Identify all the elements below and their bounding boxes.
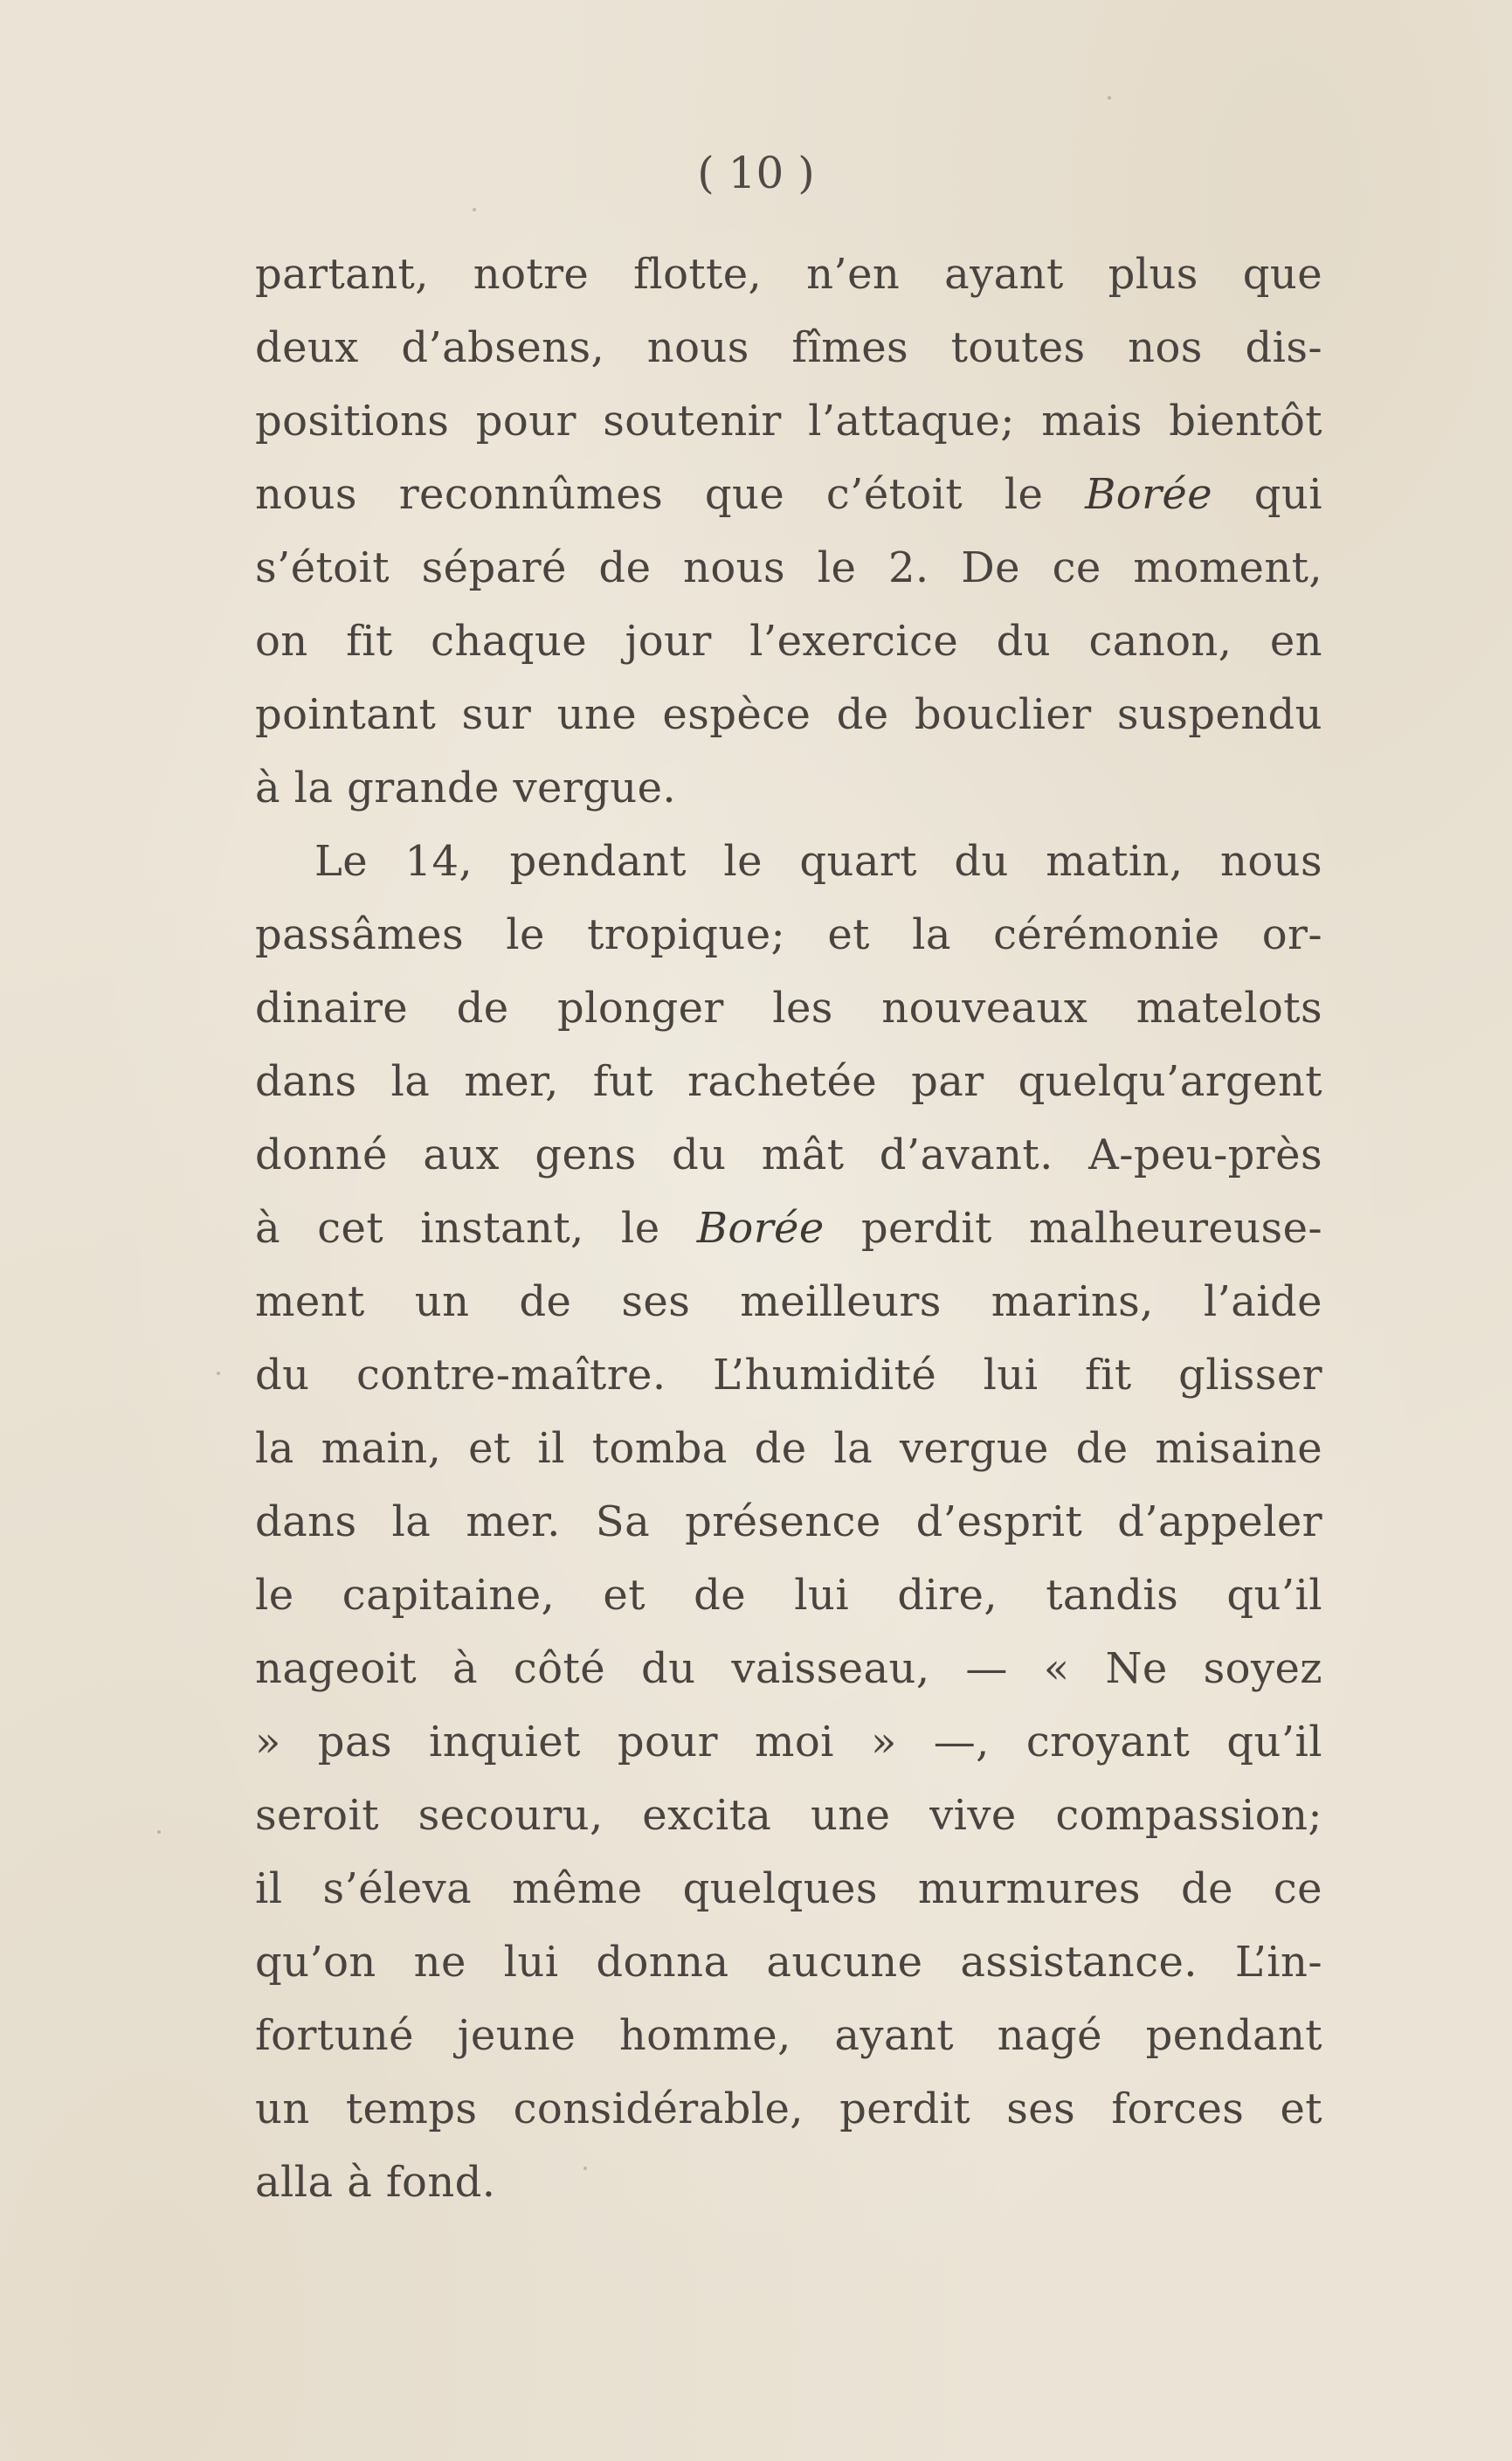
paper-speck — [157, 1830, 161, 1834]
text-line-14 — [255, 1192, 1322, 1265]
text-line-8: à la grande vergue. — [255, 764, 677, 812]
text-line-21: » pas inquiet pour moi » —, croyant qu’il — [255, 1718, 1322, 1766]
text-line-14-start: à cet instant, le — [255, 1204, 697, 1253]
text-line-17: la main, et il tomba de la vergue de misaine — [255, 1424, 1322, 1473]
text-line-18: dans la mer. Sa présence d’esprit d’appeler — [255, 1497, 1322, 1546]
text-line-3: positions pour soutenir l’attaque; mais bientôt — [255, 397, 1322, 446]
text-line-13: donné aux gens du mât d’avant. A-peu-près — [255, 1130, 1322, 1179]
text-line-15: ment un de ses meilleurs marins, l’aide — [255, 1277, 1322, 1326]
text-line-25: fortuné jeune homme, ayant nagé pendant — [255, 2011, 1322, 2060]
paper-speck — [473, 208, 476, 211]
paper-speck — [217, 1372, 220, 1375]
text-line-14-end: perdit malheureuse- — [824, 1204, 1323, 1253]
text-line-10: passâmes le tropique; et la cérémonie or- — [255, 910, 1322, 959]
paper-speck — [583, 2167, 587, 2170]
page-number: ( 10 ) — [697, 148, 815, 198]
text-line-4-start: nous reconnûmes que c’étoit le — [255, 470, 1086, 519]
ship-name-italic: Borée — [1085, 470, 1213, 519]
text-line-9: Le 14, pendant le quart du matin, nous — [314, 837, 1322, 886]
text-line-27: alla à fond. — [255, 2158, 496, 2207]
text-line-5: s’étoit séparé de nous le 2. De ce moment, — [255, 543, 1322, 592]
text-line-16: du contre-maître. L’humidité lui fit glisser — [255, 1351, 1322, 1400]
paper-speck — [1108, 96, 1111, 100]
text-line-6: on fit chaque jour l’exercice du canon, en — [255, 617, 1322, 666]
text-line-12: dans la mer, fut rachetée par quelqu’argent — [255, 1057, 1322, 1106]
text-line-23: il s’éleva même quelques murmures de ce — [255, 1864, 1322, 1913]
body-text — [255, 238, 1322, 2219]
text-line-26: un temps considérable, perdit ses forces et — [255, 2084, 1322, 2133]
text-line-11: dinaire de plonger les nouveaux matelots — [255, 984, 1322, 1033]
text-line-24: qu’on ne lui donna aucune assistance. L’in- — [255, 1938, 1322, 1987]
text-line-2: deux d’absens, nous fîmes toutes nos dis- — [255, 323, 1322, 372]
text-line-22: seroit secouru, excita une vive compassion; — [255, 1791, 1322, 1840]
text-line-1: partant, notre flotte, n’en ayant plus que — [255, 250, 1322, 299]
text-line-4-end: qui — [1212, 470, 1322, 519]
text-line-20: nageoit à côté du vaisseau, — « Ne soyez — [255, 1644, 1322, 1693]
text-line-4 — [255, 458, 1322, 531]
text-line-19: le capitaine, et de lui dire, tandis qu’il — [255, 1571, 1322, 1620]
text-line-7: pointant sur une espèce de bouclier suspendu — [255, 690, 1322, 739]
ship-name-italic-2: Borée — [696, 1204, 825, 1253]
